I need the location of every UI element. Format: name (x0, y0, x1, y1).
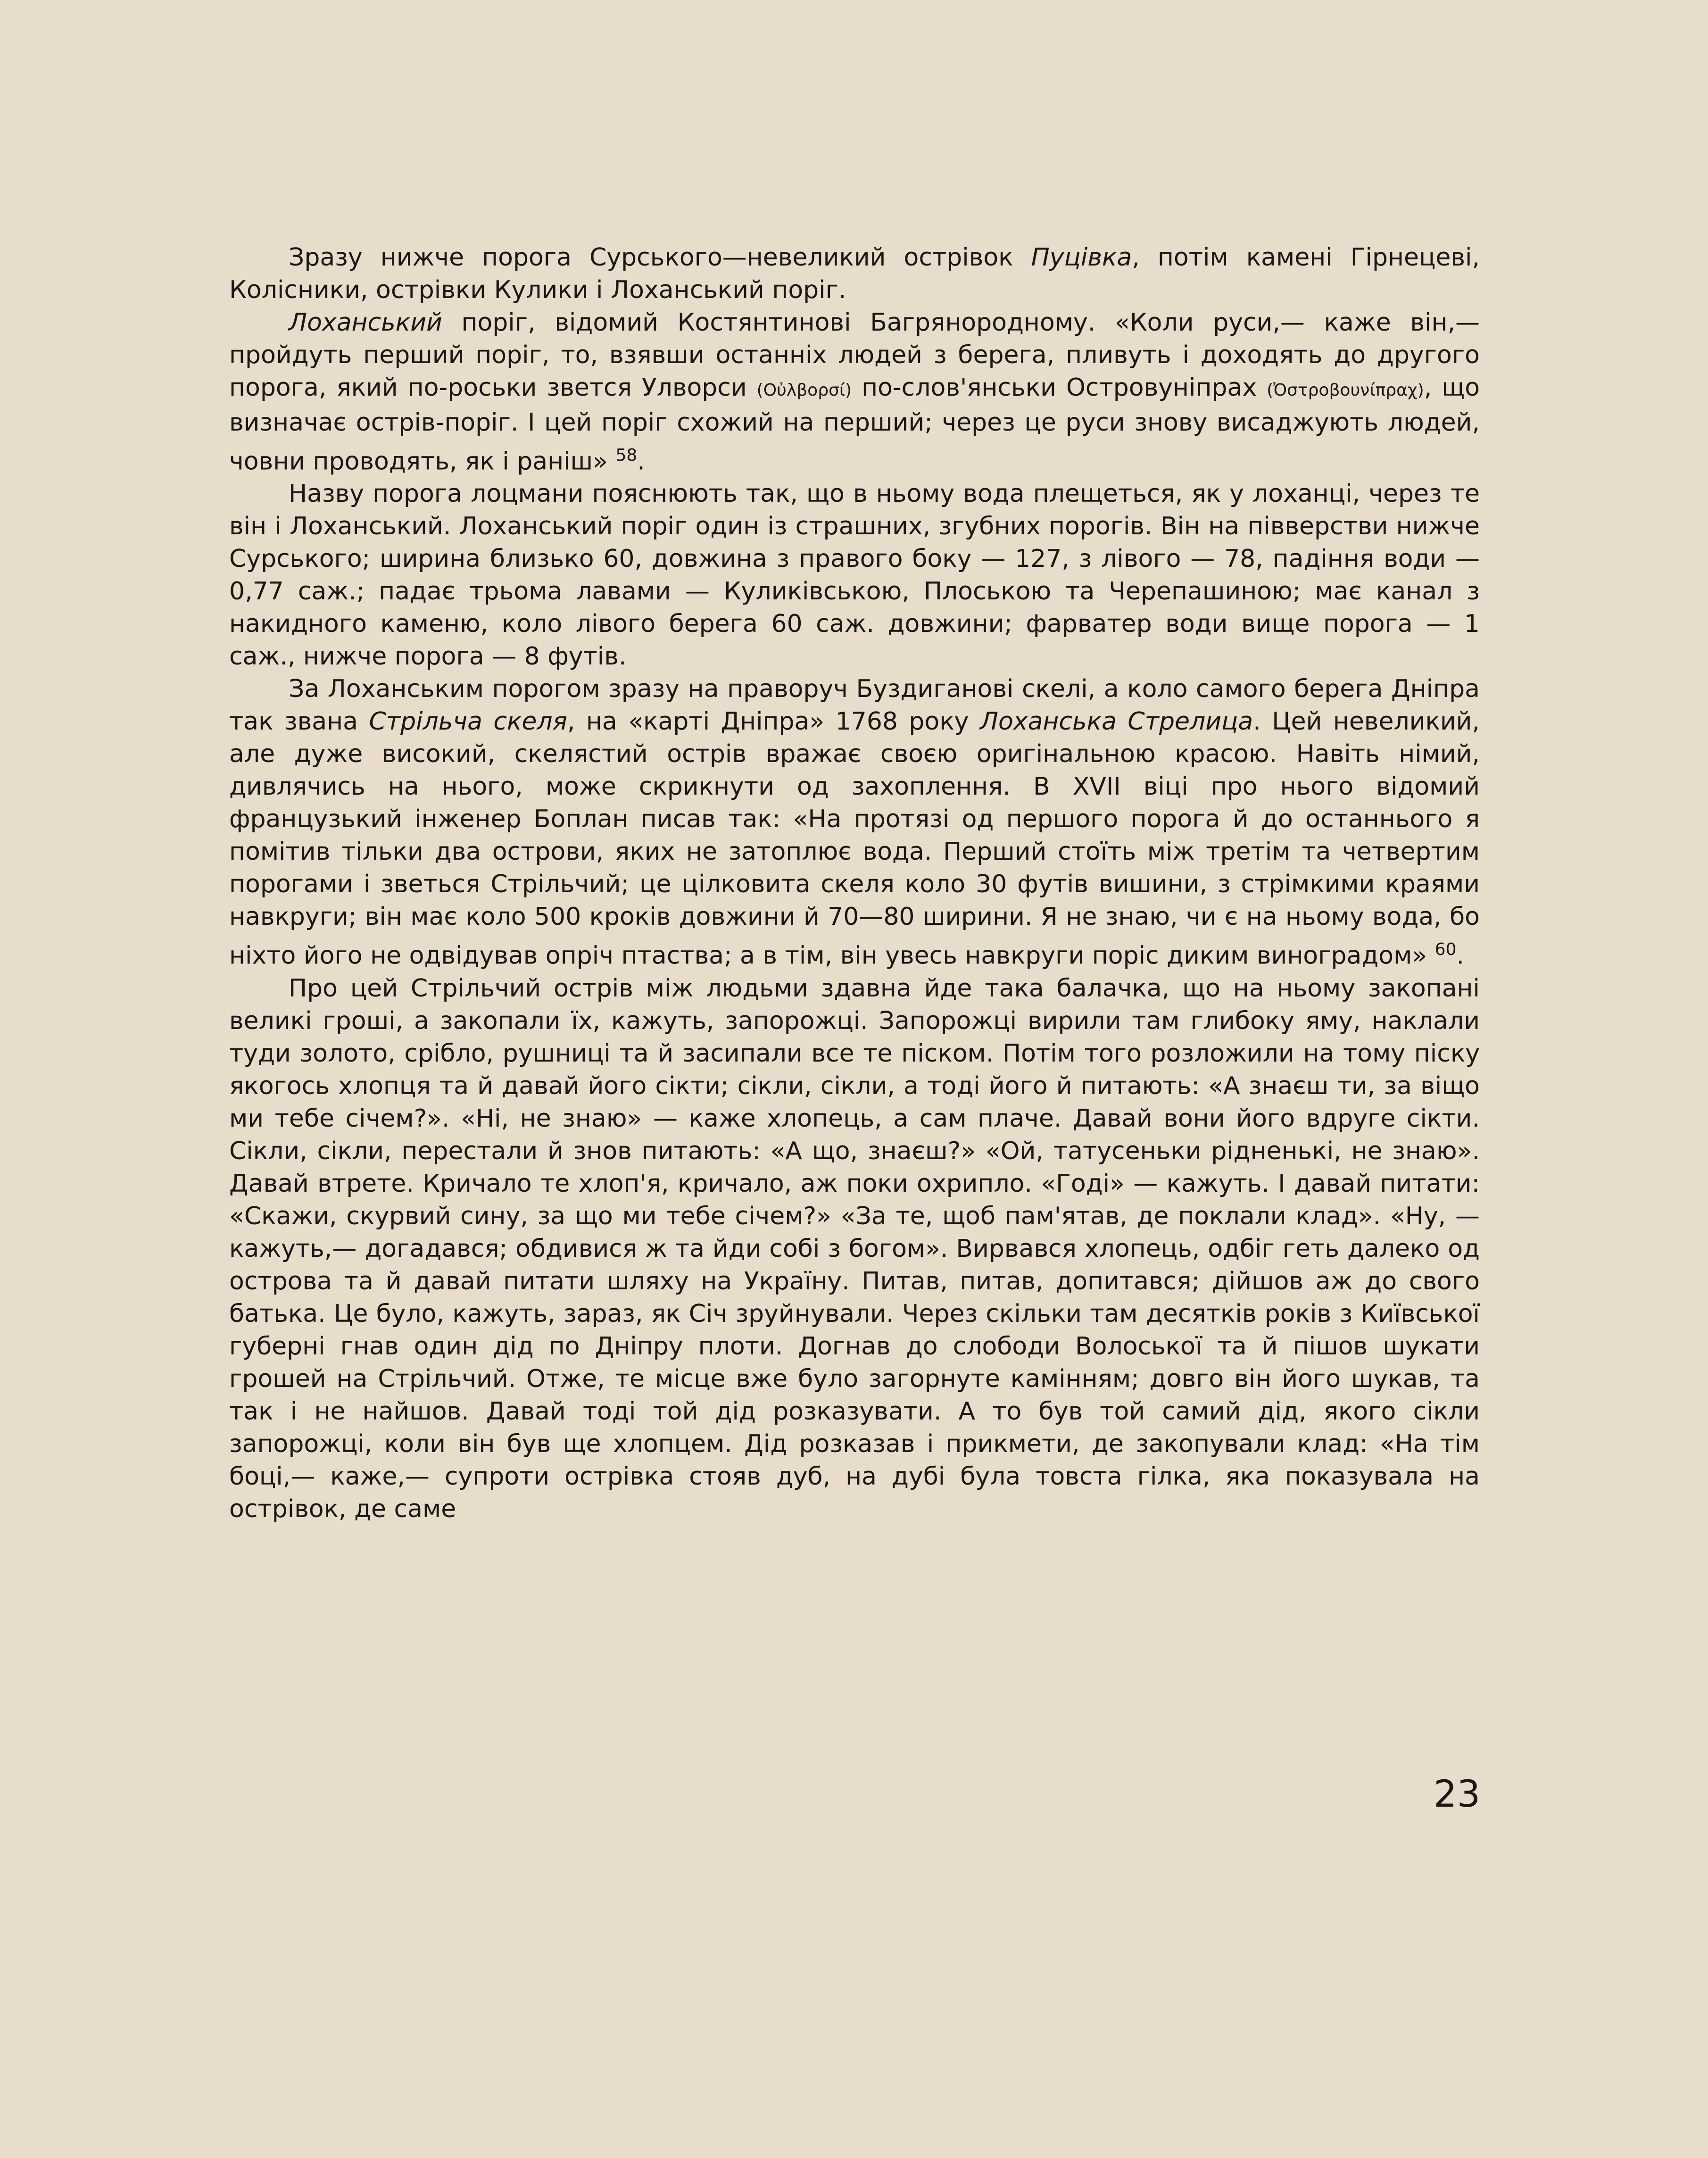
body-text (229, 241, 1480, 1526)
place-name: Пуцівка (1031, 243, 1132, 272)
paragraph-2: Лоханський поріг, відомий Костянтинові Багрянородному. «Коли руси,— каже він,— пройдуть перший поріг, то, взявши останніх людей з берега, пливуть і доходять до другого порога, який по-роськи звется Улворси (Οὐλβορσί) по-слов'янськи Островунiпрах (Ὀστροβουνίπραχ), що визначає острів-поріг. І цей поріг схожий на перший; через це руси знову висаджують людей, човни проводять, як і раніш» $^{58}$. (229, 308, 1480, 476)
place-name: Лоханська Стрелица (979, 707, 1253, 736)
place-name: Лоханський (289, 308, 442, 337)
footnote-mark: 60 (1434, 940, 1457, 960)
place-name: Стрільча скеля (369, 707, 567, 736)
greek-term: (Οὐλβορσί) (756, 381, 852, 400)
page-number: 23 (1434, 1773, 1481, 1816)
paragraph-1: Зразу нижче порога Сурського—невеликий острівок Пуцівка, потім камені Гірнецеві, Колісники, острівки Кулики і Лоханський поріг. (229, 243, 1480, 304)
paragraph-5: Про цей Стрільчий острів між людьми здавна йде така балачка, що на ньому закопані великі гроші, а закопали їх, кажуть, запорожці. Запорожці вирили там глибоку яму, наклали туди золото, срібло, рушниці та й засипали все те піском. Потім того розложили на тому піску якогось хлопця та й давай його сікти; сікли, сікли, а тоді його й питають: «А знаєш ти, за віщо ми тебе січем?». «Ні, не знаю» — каже хлопець, а сам плаче. Давай вони його вдруге сікти. Сікли, сікли, перестали й знов питають: «А що, знаєш?» «Ой, татусеньки рідненькі, не знаю». Давай втрете. Кричало те хлоп'я, кричало, аж поки охрипло. «Годі» — кажуть. І давай питати: «Скажи, скурвий сину, за що ми тебе січем?» «За те, щоб пам'ятав, де поклали клад». «Ну, — кажуть,— догадався; обдивися ж та йди собі з богом». Вирвався хлопець, одбіг геть далеко од острова та й давай питати шляху на Україну. Питав, питав, допитався; дійшов аж до свого батька. Це було, кажуть, зараз, як Січ зруйнували. Через скільки там десятків років з Київської губерні гнав один дід по Дніпру плоти. Догнав до слободи Волоської та й пішов шукати грошей на Стрільчий. Отже, те місце вже було загорнуте камінням; довго він його шукав, та так і не найшов. Давай тоді той дід розказувати. А то був той самий дід, якого сікли запорожці, коли він був ще хлопцем. Дід розказав і прикмети, де закопували клад: «На тім боці,— каже,— супроти острівка стояв дуб, на дубі була товста гілка, яка показувала на острівок, де саме (229, 974, 1480, 1523)
greek-term: (Ὀστροβουνίπραχ) (1267, 381, 1424, 400)
paragraph-4: За Лоханським порогом зразу на праворуч Буздиганові скелі, а коло самого берега Дніпра так звана Стрільча скеля, на «карті Дніпра» 1768 року Лоханська Стрелица. Цей невеликий, але дуже високий, скелястий острів вражає своєю оригінальною красою. Навіть німий, дивлячись на нього, може скрикнути од захоплення. В XVII віці про нього відомий французький інженер Боплан писав так: «На протязі од першого порога й до останнього я помітив тільки два острови, яких не затоплює вода. Перший стоїть між третім та четвертим порогами і зветься Стрільчий; це цілковита скеля коло 30 футів вишини, з стрімкими краями навкруги; він має коло 500 кроків довжини й 70—80 ширини. Я не знаю, чи є на ньому вода, бо ніхто його не одвідував опріч птаства; а в тім, він увесь навкруги поріс диким виноградом» $^{60}$. (229, 675, 1480, 970)
paragraph-3: Назву порога лоцмани пояснюють так, що в ньому вода плещеться, як у лоханці, через те він і Лоханський. Лоханський поріг один із страшних, згубних порогів. Він на півверстви нижче Сурського; ширина близько 60, довжина з правого боку — 127, з лівого — 78, падіння води — 0,77 саж.; падає трьома лавами — Куликівською, Плоською та Черепашиною; має канал з накидного каменю, коло лівого берега 60 саж. довжини; фарватер води вище порога — 1 саж., нижче порога — 8 футів. (229, 480, 1480, 671)
footnote-mark: 58 (615, 446, 638, 465)
